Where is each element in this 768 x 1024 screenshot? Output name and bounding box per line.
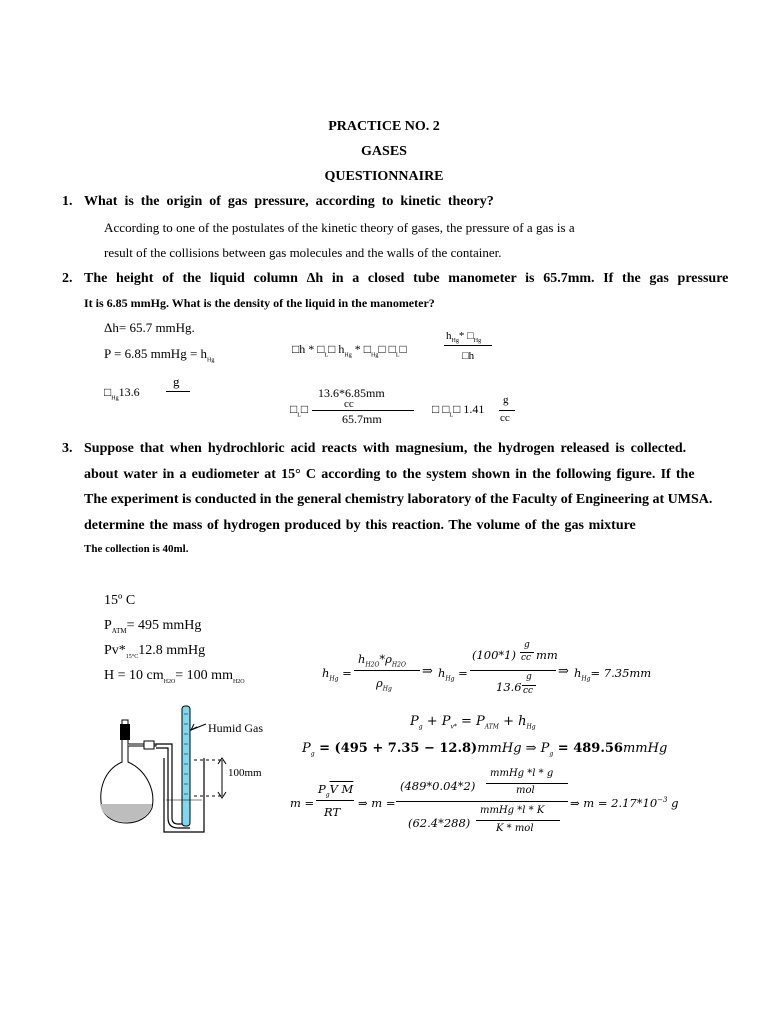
q2-eq2-denominator: 65.7mm: [342, 412, 382, 426]
eq-hhg-arrow: ⇒: [422, 664, 433, 679]
eq-m-num2-unit-den: mol: [516, 785, 535, 796]
q2-given-p: P = 6.85 mmHg = $h_{Hg}$: [104, 346, 215, 364]
q3-line5: The collection is 40ml.: [84, 543, 189, 555]
q2-eq2-fraction-bar: [312, 410, 414, 411]
q2-number: 2.: [62, 271, 73, 286]
eq-hhg-den2-g: g: [526, 672, 532, 682]
height-label: 100mm: [228, 767, 262, 779]
eq-hhg-num2: (100*1): [472, 648, 516, 662]
q2-question-line1: The height of the liquid column Δh in a closed tube manometer is 65.7mm. If the gas pressure: [84, 271, 729, 286]
eq-m-bar: [316, 800, 354, 801]
practice-title: PRACTICE NO. 2: [328, 119, 440, 134]
q2-rho-hg-fraction-bar: [166, 391, 190, 392]
flask-stopper: [120, 724, 130, 740]
flask-liquid: [100, 804, 152, 822]
q3-given-pv: $Pv*_{15^\circ C}12.8$ mmHg: [104, 643, 206, 660]
eq-hhg-den: $\rho_{Hg}$: [376, 676, 392, 693]
eq-hhg-arrow2: ⇒: [558, 664, 569, 679]
q2-eq2-cc: cc: [344, 398, 354, 410]
eq-m-num2-unit-num: mmHg *l * g: [490, 768, 554, 779]
q2-equation-1: □h * $□_L□$ $h_{Hg}$ * $□_{Hg}□$ $□_L□$: [292, 342, 407, 359]
topic-title: GASES: [361, 144, 407, 159]
q2-question-line2: It is 6.85 mmHg. What is the density of the liquid in the manometer?: [84, 296, 435, 310]
q2-eq2-result: □ $□_L□$ 1.41: [432, 402, 485, 419]
eq-pg: $P_g = (495 + 7.35$ − 12.8)mmHg ⇒ $P_g$ = 489.56mmHg: [302, 741, 668, 758]
eq-m-den2-unit-num: mmHg *l * K: [480, 805, 545, 816]
section-title: QUESTIONNAIRE: [324, 169, 444, 184]
q1-question: What is the origin of gas pressure, according to kinetic theory?: [84, 194, 494, 209]
q2-eq1-fraction-den: □h: [462, 350, 475, 362]
eq-m-lhs: m =: [290, 796, 315, 810]
q2-eq2-unit-bar: [499, 410, 515, 411]
eq-m-num2-unit-bar: [486, 783, 568, 784]
eq-m-den2-unit-den: K * mol: [496, 823, 534, 834]
eq-m-num2: (489*0.04*2): [400, 779, 476, 793]
eq-m-arrow: ⇒ m =: [358, 796, 396, 810]
eq-hhg-den2-cc: cc: [523, 686, 534, 696]
q3-number: 3.: [62, 441, 73, 456]
q3-given-temperature: 15º C: [104, 593, 136, 608]
q2-rho-hg: $□_{Hg}13.6$: [104, 385, 140, 402]
eq-m-bar2: [396, 801, 568, 802]
eq-pressure-sum: $P_g + P_{v*} = P_{ATM} + h_{Hg}$: [410, 714, 536, 731]
eq-m-den2-unit-bar: [476, 820, 560, 821]
eq-m-num: $P_gV$ M: [318, 782, 354, 799]
eq-hhg-mid: $h_{Hg}$ =: [438, 666, 468, 683]
q1-number: 1.: [62, 194, 73, 209]
eq-m-den: RT: [324, 805, 341, 819]
q3-given-patm: $P_{ATM}= 495$ mmHg: [104, 618, 202, 635]
q3-line4: determine the mass of hydrogen produced by this reaction. The volume of the gas mixture: [84, 518, 636, 533]
q3-given-h: H = 10 $cm_{H2O}= 100$ $mm_{H2O}$: [104, 668, 245, 685]
q2-given-dh: Δh= 65.7 mmHg.: [104, 320, 195, 335]
q3-line1: Suppose that when hydrochloric acid reacts with magnesium, the hydrogen released is collected.: [84, 441, 687, 456]
q1-answer-line1: According to one of the postulates of the kinetic theory of gases, the pressure of a gas is a: [104, 220, 575, 235]
eq-hhg-lhs: $h_{Hg}$ =: [322, 666, 352, 683]
q2-eq2-unit-den: cc: [500, 412, 510, 424]
q2-rho-l: $□_L□$: [290, 402, 309, 419]
q1-answer-line2: result of the collisions between gas molecules and the walls of the container.: [104, 245, 502, 260]
eq-hhg-result: $h_{Hg}= 7.35mm$: [574, 666, 652, 683]
q2-eq1-fraction-bar: [444, 345, 492, 346]
eq-hhg-num2-cc: cc: [521, 653, 532, 663]
eq-hhg-num2-mm: mm: [536, 648, 558, 662]
eq-hhg-bar2: [470, 670, 556, 671]
q3-line2: about water in a eudiometer at 15° C according to the system shown in the following figure. If the: [84, 467, 695, 482]
eq-hhg-num: $h_{H2O}*\rho_{H2O}$: [358, 652, 406, 669]
q2-rho-hg-unit: g: [173, 374, 180, 389]
q3-line3: The experiment is conducted in the general chemistry laboratory of the Faculty of Engineering at UMSA.: [84, 492, 713, 507]
eq-hhg-bar: [354, 670, 420, 671]
eq-hhg-den2: 13.6: [496, 680, 522, 694]
eq-m-result: ⇒ $m = 2.17*10^{-3}$ g: [570, 796, 679, 810]
q2-eq2-numerator: 13.6*6.85mm: [318, 386, 385, 400]
eq-m-den2: (62.4*288): [408, 816, 471, 830]
eq-hhg-num2-g: g: [524, 640, 530, 650]
q2-eq2-unit-num: g: [503, 394, 509, 406]
q2-eq1-fraction-num: $h_{Hg}*$ $□_{Hg}$: [446, 330, 482, 345]
humid-gas-label: Humid Gas: [208, 721, 263, 735]
